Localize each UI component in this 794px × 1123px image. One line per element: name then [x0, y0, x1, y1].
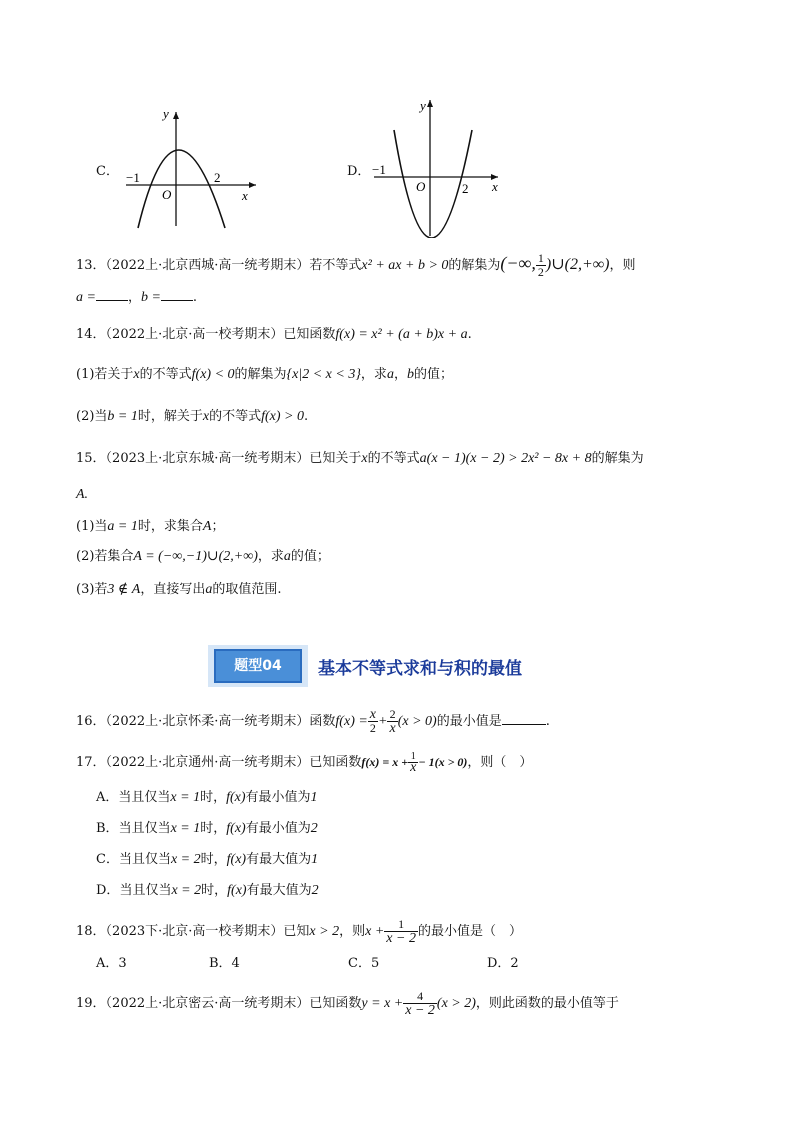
answer-blank-b[interactable]: [161, 288, 193, 301]
graph-d-parabola: [394, 130, 472, 238]
question-17: 17．（2022上·北京通州·高一统考期末）已知函数f(x) = x + $\frac{1}{x}$ − 1(x > 0)，则（ ）: [76, 751, 533, 775]
q18-option-c[interactable]: C．5: [348, 956, 380, 971]
question-16: 16．（2022上·北京怀柔·高一统考期末）函数f(x) = $\frac{x}{2}$ + $\frac{2}{x}$ (x > 0)的最小值是 .: [76, 707, 550, 736]
question-15: 15．（2023上·北京东城·高一统考期末）已知关于x的不等式a(x − 1)(x − 2) > 2x² − 8x + 8的解集为: [76, 451, 644, 466]
graph-c-x-label: x: [242, 188, 248, 203]
q17-option-c[interactable]: C．当且仅当x = 2时，f(x)有最大值为1: [96, 852, 319, 867]
question-15-set-a: A.: [76, 487, 89, 502]
question-15-part-2: (2)若集合A = (−∞,−1)∪(2,+∞)，求a的值；: [76, 549, 330, 564]
graph-c-origin: O: [162, 187, 172, 202]
graph-c-y-label: y: [163, 106, 169, 121]
question-14-part-1: (1)若关于x的不等式f(x) < 0的解集为{x|2 < x < 3}，求a，b的值；: [76, 367, 453, 382]
question-19: 19．（2022上·北京密云·高一统考期末）已知函数y = x + $\frac{4}{x - 2}$ (x > 2)，则此函数的最小值等于: [76, 989, 619, 1018]
q18-option-d[interactable]: D．2: [487, 956, 519, 971]
graph-c-two: 2: [214, 170, 221, 185]
question-14: 14．（2022上·北京·高一校考期末）已知函数f(x) = x² + (a + b)x + a.: [76, 327, 472, 342]
option-c-label[interactable]: C．: [96, 164, 119, 179]
question-13-blanks: a = ，b = .: [76, 290, 198, 305]
q17-option-a[interactable]: A．当且仅当x = 1时，f(x)有最小值为1: [96, 790, 318, 805]
graph-d-y-label: y: [420, 98, 426, 113]
graph-d-neg1: −1: [372, 162, 386, 177]
graph-c: [118, 102, 268, 230]
graph-d: [368, 96, 518, 238]
graph-c-parabola: [138, 150, 225, 228]
answer-blank-a[interactable]: [96, 288, 128, 301]
question-18: 18．（2023下·北京·高一校考期末）已知x > 2，则x + $\frac{1}{x - 2}$ 的最小值是（ ）: [76, 917, 522, 946]
option-d-label[interactable]: D．: [347, 164, 371, 179]
question-14-part-2: (2)当b = 1时，解关于x的不等式f(x) > 0.: [76, 409, 309, 424]
answer-blank-16[interactable]: [502, 712, 546, 725]
q17-option-b[interactable]: B．当且仅当x = 1时，f(x)有最小值为2: [96, 821, 318, 836]
section-badge: 题型04: [214, 649, 302, 683]
q18-option-a[interactable]: A．3: [96, 956, 127, 971]
question-13: 13．（2022上·北京西城·高一统考期末）若不等式x² + ax + b > 0的解集为(−∞, $\frac{1}{2}$ )∪(2,+∞)，则: [76, 251, 636, 279]
section-title: 基本不等式求和与积的最值: [318, 659, 522, 679]
graph-d-x-label: x: [492, 179, 498, 194]
graph-d-origin: O: [416, 179, 426, 194]
graph-c-neg1: −1: [126, 170, 140, 185]
graph-d-two: 2: [462, 181, 469, 196]
question-15-part-1: (1)当a = 1时，求集合A；: [76, 519, 225, 534]
question-15-part-3: (3)若3 ∉ A，直接写出a的取值范围.: [76, 582, 282, 597]
q18-option-b[interactable]: B．4: [209, 956, 240, 971]
q17-option-d[interactable]: D．当且仅当x = 2时，f(x)有最大值为2: [96, 883, 319, 898]
